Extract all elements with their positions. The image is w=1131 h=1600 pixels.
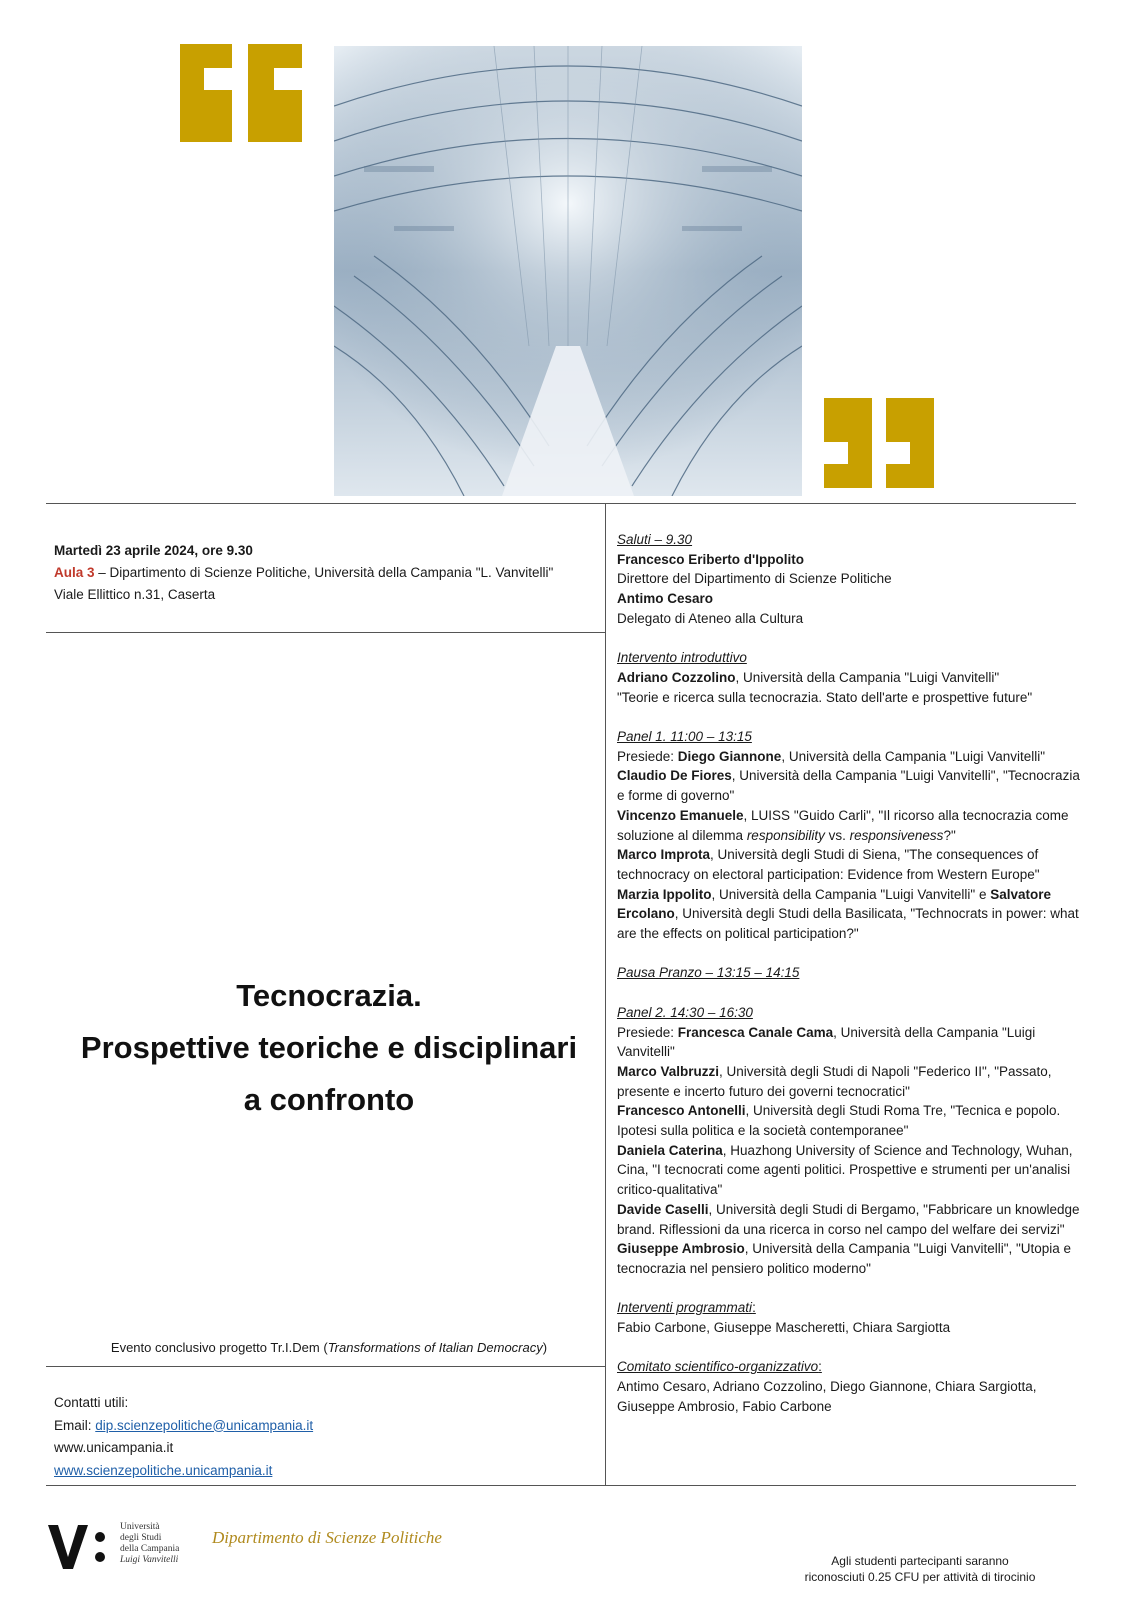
intro-title: Intervento introduttivo	[617, 650, 747, 666]
event-address: Viale Ellittico n.31, Caserta	[54, 587, 216, 602]
top-divider	[46, 503, 1076, 504]
panel1-title: Panel 1. 11:00 – 13:15	[617, 729, 752, 744]
open-quote-icon	[180, 44, 302, 142]
title-line-3: a confronto	[243, 1082, 415, 1117]
site-link-2[interactable]: www.scienzepolitiche.unicampania.it	[54, 1462, 273, 1478]
contacts-heading: Contatti utili:	[54, 1395, 129, 1410]
contacts: Contatti utili: Email: dip.scienzepolitiche@unicampania.it www.unicampania.it www.scienzepolitiche.unicampania.it	[54, 1392, 313, 1482]
bottom-divider	[46, 1485, 1076, 1486]
close-quote-icon	[824, 398, 934, 488]
site-link-1[interactable]: www.unicampania.it	[54, 1440, 174, 1455]
hero-image	[334, 46, 802, 496]
department-name: Dipartimento di Scienze Politiche	[212, 1528, 442, 1547]
pausa-title: Pausa Pranzo – 13:15 – 14:15	[617, 965, 800, 981]
event-title	[46, 970, 612, 1126]
programmati-title: Interventi programmati:	[617, 1300, 756, 1316]
program: Saluti – 9.30 Francesco Eriberto d'Ippolito Direttore del Dipartimento di Scienze Politiche Antimo Cesaro Delegato di Ateneo alla Cultura Intervento introduttivo Adriano Cozzolino, Università della Campania "Luigi Vanvitelli" "Teorie e ricerca sulla tecnocrazia. Stato dell'arte e prospettive future" Panel 1. 11:00 – 13:15 Presiede: Diego Giannone, Università della Campania "Luigi Vanvitelli" Claudio De Fiores, Università della Campania "Luigi Vanvitelli", "Tecnocrazia e forme di governo" Vincenzo Emanuele, LUISS "Guido Carli", "Il ricorso alla tecnocrazia come soluzione al dilemma responsibility vs. responsiveness?" Marco Improta, Università degli Studi di Siena, "The consequences of technocracy on electoral participation: Evidence from Western Europe" Marzia Ippolito, Università della Campania "Luigi Vanvitelli" e Salvatore Ercolano, Università degli Studi della Basilicata, "Technocrats in power: what are the effects on political participation?" Pausa Pranzo – 13:15 – 14:15 Panel 2. 14:30 – 16:30 Presiede: Francesca Canale Cama, Università della Campania "Luigi Vanvitelli" Marco Valbruzzi, Università degli Studi di Napoli "Federico II", "Passato, presente e incerto futuro dei governi tecnocratici" Francesco Antonelli, Università degli Studi Roma Tre, "Tecnica e popolo. Ipotesi sulla politica e la società contemporanee" Daniela Caterina, Huazhong University of Science and Technology, Wuhan, Cina, "I tecnocrati come agenti politici. Prospettive e strumenti per un'analisi critico-qualitativa" Davide Caselli, Università degli Studi di Bergamo, "Fabbricare un knowledge brand. Riflessioni da una ricerca in corso nel campo del welfare dei servizi" Giuseppe Ambrosio, Università della Campania "Luigi Vanvitelli", "Utopia e tecnocrazia nel pensiero politico moderno" Interventi programmati: Fabio Carbone, Giuseppe Mascheretti, Chiara Sargiotta Comitato scientifico-organizzativo: Antimo Cesaro, Adriano Cozzolino, Diego Giannone, Chiara Sargiotta, Giuseppe Ambrosio, Fabio Carbone	[617, 530, 1087, 1417]
left-divider-2	[46, 1366, 605, 1367]
email-link[interactable]: dip.scienzepolitiche@unicampania.it	[95, 1417, 314, 1433]
title-line-2: Prospettive teoriche e disciplinari	[80, 1030, 578, 1065]
event-date: Martedì 23 aprile 2024, ore 9.30	[54, 543, 253, 558]
university-name: Università degli Studi della Campania Luigi Vanvitelli	[120, 1522, 180, 1565]
university-logo-icon	[48, 1523, 108, 1571]
cfu-note: Agli studenti partecipanti saranno riconosciuti 0.25 CFU per attività di tirocinio	[804, 1554, 1036, 1584]
comitato-title: Comitato scientifico-organizzativo:	[617, 1359, 822, 1375]
event-aula: Aula 3	[54, 565, 95, 580]
panel2-title: Panel 2. 14:30 – 16:30	[617, 1004, 753, 1020]
saluti-title: Saluti – 9.30	[617, 532, 693, 547]
title-line-1: Tecnocrazia.	[236, 978, 422, 1013]
left-divider-1	[46, 632, 605, 633]
event-info	[54, 540, 594, 606]
event-location: – Dipartimento di Scienze Politiche, Università della Campania "L. Vanvitelli"	[94, 565, 554, 580]
evento-conclusivo: Evento conclusivo progetto Tr.I.Dem (Transformations of Italian Democracy)	[110, 1340, 548, 1355]
